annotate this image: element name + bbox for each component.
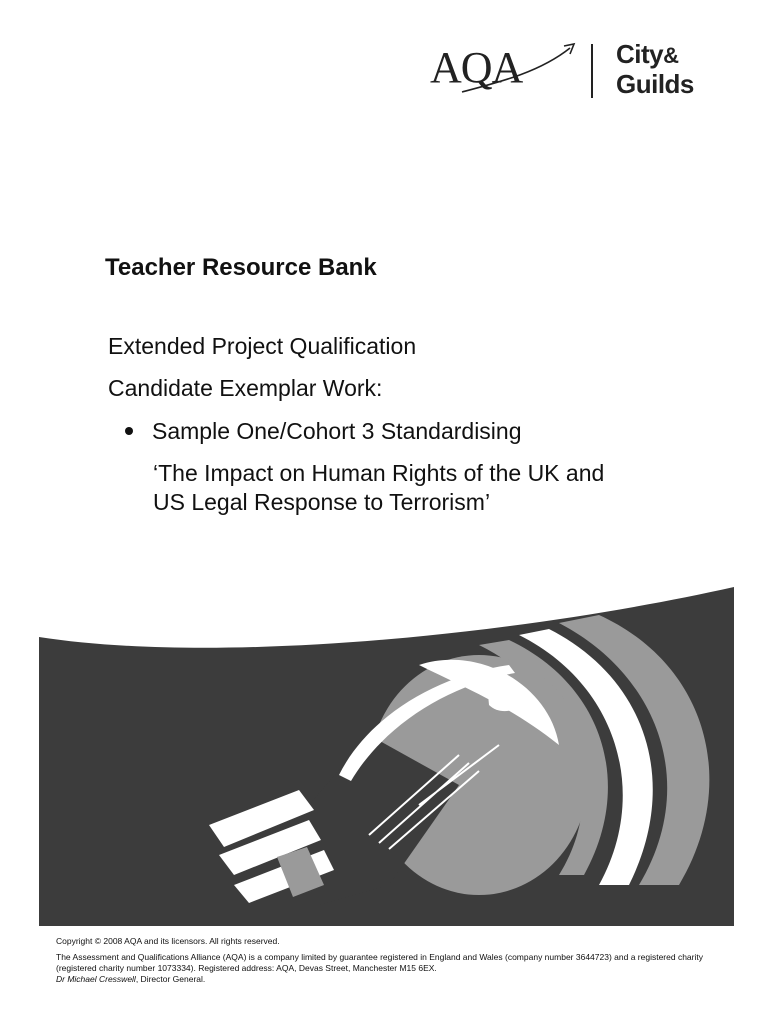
director-title: , Director General. [135, 974, 206, 984]
exemplar-line: Candidate Exemplar Work: [108, 375, 383, 401]
lightbulb-illustration [39, 585, 734, 926]
cg-guilds-text: Guilds [616, 69, 694, 99]
quote-line-1: ‘The Impact on Human Rights of the UK and [153, 460, 605, 486]
bullet-text: Sample One/Cohort 3 Standardising [152, 418, 522, 444]
director-name: Dr Michael Cresswell [56, 974, 136, 984]
page-title: Teacher Resource Bank [105, 254, 377, 281]
cg-city-text: City [616, 39, 664, 69]
logo-divider [591, 44, 593, 98]
director-line [56, 974, 736, 985]
qualification-line: Extended Project Qualification [108, 333, 417, 359]
copyright-text: Copyright © 2008 AQA and its licensors. All rights reserved. [56, 936, 280, 946]
city-guilds-logo [616, 40, 694, 99]
bullet-dot-icon [125, 427, 133, 435]
logo-group [430, 40, 720, 102]
company-text: The Assessment and Qualifications Alliance (AQA) is a company limited by guarantee registered in England and Wales (company number 3644723) and a registered charity (registered charity number 1073334). Registered address: AQA, Devas Street, Manchester M15 6EX. [56, 952, 703, 973]
aqa-swoosh-icon [460, 42, 580, 98]
quote-line-2: US Legal Response to Terrorism’ [153, 489, 491, 515]
project-title-quote [153, 459, 713, 517]
aqa-logo: AQA [430, 43, 523, 92]
cg-amp-text: & [663, 43, 679, 68]
bullet-item [125, 418, 522, 445]
footer [56, 936, 736, 985]
